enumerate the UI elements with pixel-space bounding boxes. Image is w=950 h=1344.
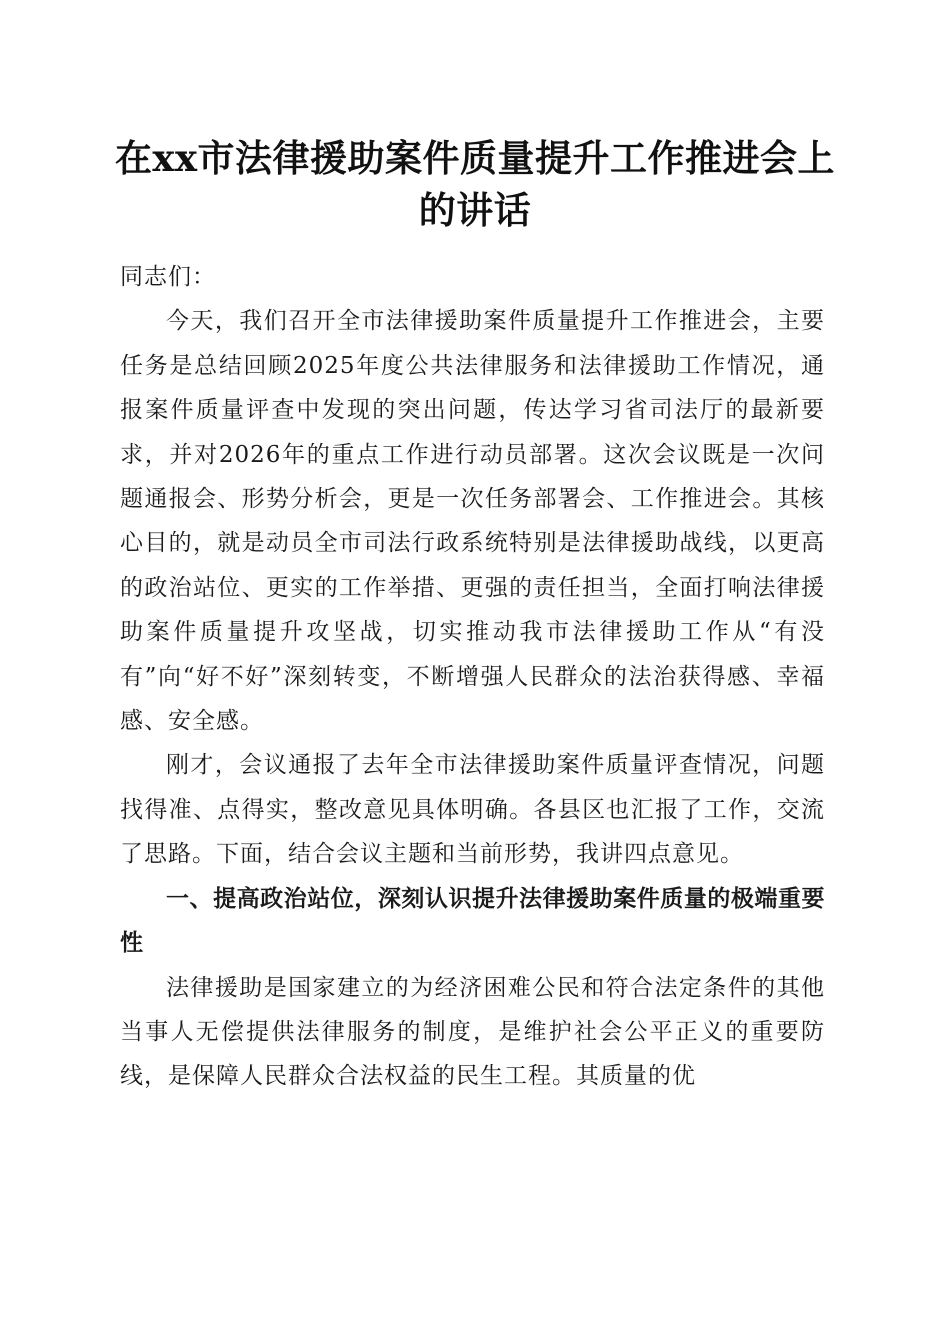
document-title: 在xx市法律援助案件质量提升工作推进会上的讲话 — [114, 136, 836, 232]
section-1-paragraph: 法律援助是国家建立的为经济困难公民和符合法定条件的其他当事人无偿提供法律服务的制度，是维护社会公平正义的重要防线，是保障人民群众合法权益的民生工程。其质量的优 — [120, 974, 825, 1090]
document-body — [120, 255, 825, 1099]
section-heading-1: 一、提高政治站位，深刻认识提升法律援助案件质量的极端重要性 — [120, 885, 825, 957]
paragraph-opening: 今天，我们召开全市法律援助案件质量提升工作推进会，主要任务是总结回顾2025年度公共法律服务和法律援助工作情况，通报案件质量评查中发现的突出问题，传达学习省司法厅的最新要求，并对2026年的重点工作进行动员部署。这次会议既是一次问题通报会、形势分析会，更是一次任务部署会、工作推进会。其核心目的，就是动员全市司法行政系统特别是法律援助战线，以更高的政治站位、更实的工作举措、更强的责任担当，全面打响法律援助案件质量提升攻坚战，切实推动我市法律援助工作从“有没有”向“好不好”深刻转变，不断增强人民群众的法治获得感、幸福感、安全感。 — [120, 308, 825, 735]
paragraph-summary: 刚才，会议通报了去年全市法律援助案件质量评查情况，问题找得准、点得实，整改意见具体明确。各县区也汇报了工作，交流了思路。下面，结合会议主题和当前形势，我讲四点意见。 — [120, 752, 825, 868]
salutation: 同志们： — [120, 264, 216, 290]
